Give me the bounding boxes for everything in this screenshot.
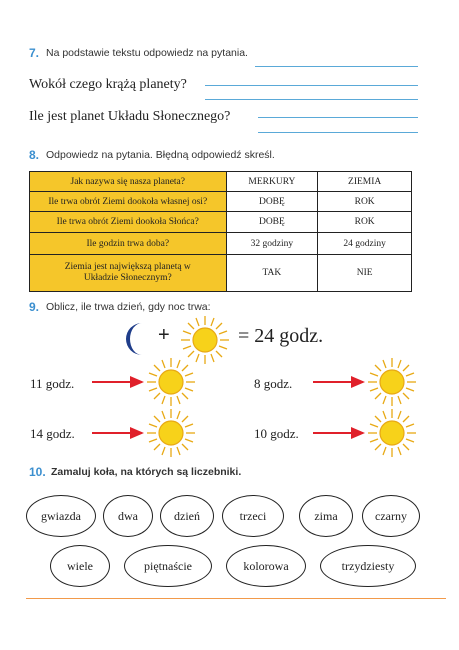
arrow-icon (90, 376, 150, 388)
answer-table (29, 171, 412, 292)
footer-divider (26, 598, 446, 599)
night-hours: 8 godz. (254, 376, 293, 391)
answer-line[interactable] (255, 66, 418, 67)
table-question: Ile trwa obrót Ziemi dookoła Słońca? (30, 212, 227, 233)
q9-number: 9. (29, 300, 40, 314)
night-hours: 10 godz. (254, 426, 299, 441)
q7-question-1: Wokół czego krążą planety? (29, 77, 187, 92)
word-oval[interactable]: trzeci (222, 495, 284, 537)
word-oval[interactable]: kolorowa (226, 545, 306, 587)
q7-number: 7. (29, 46, 40, 60)
q10-number: 10. (29, 465, 46, 479)
answer-option[interactable]: TAK (226, 255, 318, 292)
q7-instruction: Na podstawie tekstu odpowiedz na pytania. (46, 47, 248, 59)
answer-line[interactable] (258, 117, 418, 118)
answer-option[interactable]: DOBĘ (226, 192, 318, 212)
word-oval[interactable]: dzień (160, 495, 214, 537)
night-hours: 11 godz. (30, 376, 75, 391)
sun-icon (146, 357, 196, 407)
night-hours: 14 godz. (30, 426, 75, 441)
q8-number: 8. (29, 148, 40, 162)
sun-icon (146, 408, 196, 458)
q10-instruction: Zamaluj koła, na których są liczebniki. (51, 466, 242, 478)
word-oval[interactable]: wiele (50, 545, 110, 587)
answer-option[interactable]: ROK (318, 212, 412, 233)
q8-instruction: Odpowiedz na pytania. Błędną odpowiedź skreśl. (46, 149, 275, 161)
answer-line[interactable] (205, 85, 418, 86)
answer-option[interactable]: NIE (318, 255, 412, 292)
answer-line[interactable] (258, 132, 418, 133)
answer-line[interactable] (205, 99, 418, 100)
word-oval[interactable]: czarny (362, 495, 420, 537)
q7-question-2: Ile jest planet Układu Słonecznego? (29, 109, 231, 124)
table-question: Ile godzin trwa doba? (30, 233, 227, 255)
moon-icon (122, 321, 150, 357)
plus-sign: + (158, 324, 170, 346)
word-oval[interactable]: dwa (103, 495, 153, 537)
sun-icon (367, 357, 417, 407)
answer-option[interactable]: MERKURY (226, 172, 318, 192)
answer-option[interactable]: ROK (318, 192, 412, 212)
answer-option[interactable]: DOBĘ (226, 212, 318, 233)
equation-result: = 24 godz. (238, 325, 324, 347)
word-oval[interactable]: gwiazda (26, 495, 96, 537)
table-question: Jak nazywa się nasza planeta? (30, 172, 227, 192)
table-question: Ziemia jest największą planetą w Układzie Słonecznym? (30, 255, 227, 292)
word-oval[interactable]: zima (299, 495, 353, 537)
arrow-icon (90, 427, 150, 439)
q9-instruction: Oblicz, ile trwa dzień, gdy noc trwa: (46, 301, 211, 313)
word-oval[interactable]: piętnaście (124, 545, 212, 587)
answer-option[interactable]: 24 godziny (318, 233, 412, 255)
arrow-icon (311, 427, 371, 439)
table-question: Ile trwa obrót Ziemi dookoła własnej osi? (30, 192, 227, 212)
arrow-icon (311, 376, 371, 388)
sun-icon (367, 408, 417, 458)
word-oval[interactable]: trzydziesty (320, 545, 416, 587)
answer-option[interactable]: 32 godziny (226, 233, 318, 255)
answer-option[interactable]: ZIEMIA (318, 172, 412, 192)
